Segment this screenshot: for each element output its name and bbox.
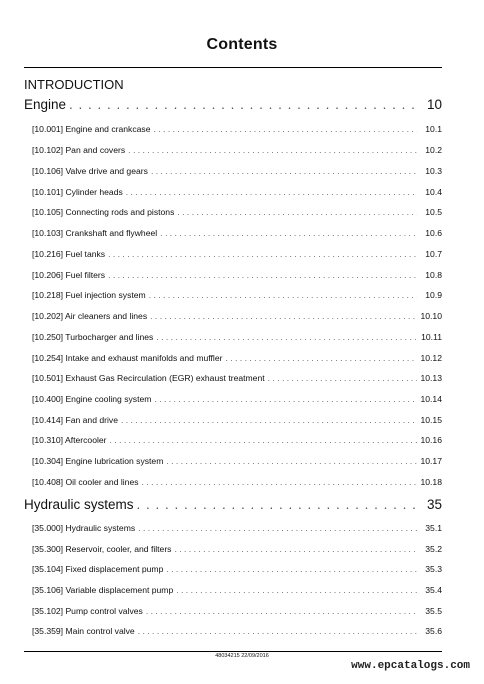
toc-entry-page-number: 10.15 (420, 415, 442, 425)
title-rule (24, 67, 442, 68)
toc-entry-page-number: 35 (426, 497, 442, 512)
dot-leader (154, 124, 418, 134)
dot-leader (225, 353, 417, 363)
dot-leader (160, 228, 417, 238)
toc-section-entry[interactable] (24, 207, 442, 219)
toc-entry-page-number: 10.18 (420, 477, 442, 487)
dot-leader (138, 523, 417, 533)
toc-entry-page-number: 10.2 (425, 145, 442, 155)
toc-section-entry[interactable] (24, 435, 442, 447)
dot-leader (137, 497, 421, 512)
toc-entry-label: [10.408] Oil cooler and lines (32, 477, 139, 487)
toc-entry-page-number: 10.14 (420, 394, 442, 404)
toc-section-entry[interactable] (24, 477, 442, 489)
toc-entry-label: [10.400] Engine cooling system (32, 394, 152, 404)
toc-entry-label: [35.106] Variable displacement pump (32, 585, 174, 595)
toc-entry-label: [10.102] Pan and covers (32, 145, 126, 155)
toc-entry-page-number: 10.5 (425, 207, 442, 217)
toc-entry-page-number: 10.9 (425, 290, 442, 300)
toc-section-entry[interactable] (24, 523, 442, 535)
toc-entry-page-number: 10.4 (425, 187, 442, 197)
dot-leader (177, 207, 417, 217)
toc-section-entry[interactable] (24, 626, 442, 638)
toc-section-entry[interactable] (24, 332, 442, 344)
dot-leader (69, 97, 421, 112)
watermark: www.epcatalogs.com (351, 660, 470, 672)
section-heading: INTRODUCTION (24, 77, 124, 92)
toc-entry-page-number: 10.6 (425, 228, 442, 238)
toc-entry-label: [10.101] Cylinder heads (32, 187, 123, 197)
toc-entry-label: [10.105] Connecting rods and pistons (32, 207, 175, 217)
toc-section-entry[interactable] (24, 544, 442, 556)
toc-entry-page-number: 35.5 (425, 606, 442, 616)
toc-entry-label: Hydraulic systems (24, 497, 134, 512)
dot-leader (108, 249, 417, 259)
toc-section-entry[interactable] (24, 585, 442, 597)
dot-leader (176, 585, 417, 595)
dot-leader (128, 145, 417, 155)
toc-section-entry[interactable] (24, 456, 442, 468)
dot-leader (110, 435, 417, 445)
toc-entry-page-number: 10.17 (420, 456, 442, 466)
dot-leader (138, 626, 417, 636)
toc-entry-label: [10.218] Fuel injection system (32, 290, 146, 300)
toc-entry-page-number: 10 (426, 97, 442, 112)
toc-section-entry[interactable] (24, 564, 442, 576)
toc-entry-label: [10.001] Engine and crankcase (32, 124, 151, 134)
toc-chapter-entry[interactable] (24, 97, 442, 115)
toc-entry-page-number: 10.13 (420, 373, 442, 383)
dot-leader (166, 456, 417, 466)
toc-entry-page-number: 10.3 (425, 166, 442, 176)
footer-rule (24, 651, 442, 652)
toc-section-entry[interactable] (24, 187, 442, 199)
dot-leader (149, 290, 417, 300)
toc-section-entry[interactable] (24, 145, 442, 157)
toc-entry-label: [10.206] Fuel filters (32, 270, 106, 280)
toc-entry-page-number: 10.1 (425, 124, 442, 134)
footer-document-id: 48034215 22/09/2016 (215, 653, 269, 659)
toc-entry-label: [10.250] Turbocharger and lines (32, 332, 154, 342)
toc-entry-page-number: 35.6 (425, 626, 442, 636)
toc-entry-page-number: 10.8 (425, 270, 442, 280)
toc-entry-page-number: 10.16 (420, 435, 442, 445)
dot-leader (121, 415, 417, 425)
toc-entry-label: [35.359] Main control valve (32, 626, 135, 636)
toc-entry-label: [35.104] Fixed displacement pump (32, 564, 164, 574)
toc-section-entry[interactable] (24, 228, 442, 240)
page-title: Contents (206, 36, 278, 53)
toc-section-entry[interactable] (24, 311, 442, 323)
toc-entry-page-number: 35.2 (425, 544, 442, 554)
toc-section-entry[interactable] (24, 270, 442, 282)
toc-entry-label: [10.310] Aftercooler (32, 435, 107, 445)
dot-leader (146, 606, 417, 616)
dot-leader (154, 394, 417, 404)
toc-entry-page-number: 10.11 (421, 332, 442, 342)
toc-section-entry[interactable] (24, 249, 442, 261)
toc-entry-label: [10.202] Air cleaners and lines (32, 311, 148, 321)
toc-entry-label: Engine (24, 97, 67, 112)
toc-entry-label: [10.304] Engine lubrication system (32, 456, 164, 466)
toc-entry-label: [10.501] Exhaust Gas Recirculation (EGR) exhaust treatment (32, 373, 265, 383)
toc-section-entry[interactable] (24, 373, 442, 385)
toc-section-entry[interactable] (24, 394, 442, 406)
toc-entry-page-number: 35.4 (425, 585, 442, 595)
toc-chapter-entry[interactable] (24, 497, 442, 515)
toc-entry-page-number: 10.7 (425, 249, 442, 259)
dot-leader (156, 332, 417, 342)
dot-leader (108, 270, 417, 280)
dot-leader (142, 477, 417, 487)
toc-entry-page-number: 10.10 (420, 311, 442, 321)
toc-entry-page-number: 35.1 (425, 523, 442, 533)
toc-entry-label: [35.000] Hydraulic systems (32, 523, 136, 533)
toc-entry-page-number: 10.12 (420, 353, 442, 363)
dot-leader (166, 564, 417, 574)
dot-leader (174, 544, 417, 554)
toc-section-entry[interactable] (24, 124, 442, 136)
dot-leader (150, 311, 417, 321)
toc-entry-label: [10.216] Fuel tanks (32, 249, 106, 259)
toc-entry-page-number: 35.3 (425, 564, 442, 574)
dot-leader (126, 187, 417, 197)
toc-entry-label: [10.103] Crankshaft and flywheel (32, 228, 158, 238)
toc-entry-label: [10.414] Fan and drive (32, 415, 118, 425)
toc-section-entry[interactable] (24, 415, 442, 427)
dot-leader (151, 166, 417, 176)
dot-leader (268, 373, 417, 383)
toc-entry-label: [35.102] Pump control valves (32, 606, 143, 616)
toc-section-entry[interactable] (24, 606, 442, 618)
toc-entry-label: [10.106] Valve drive and gears (32, 166, 148, 176)
toc-entry-label: [35.300] Reservoir, cooler, and filters (32, 544, 172, 554)
toc-section-entry[interactable] (24, 290, 442, 302)
toc-entry-label: [10.254] Intake and exhaust manifolds and muffler (32, 353, 223, 363)
toc-section-entry[interactable] (24, 166, 442, 178)
toc-section-entry[interactable] (24, 353, 442, 365)
